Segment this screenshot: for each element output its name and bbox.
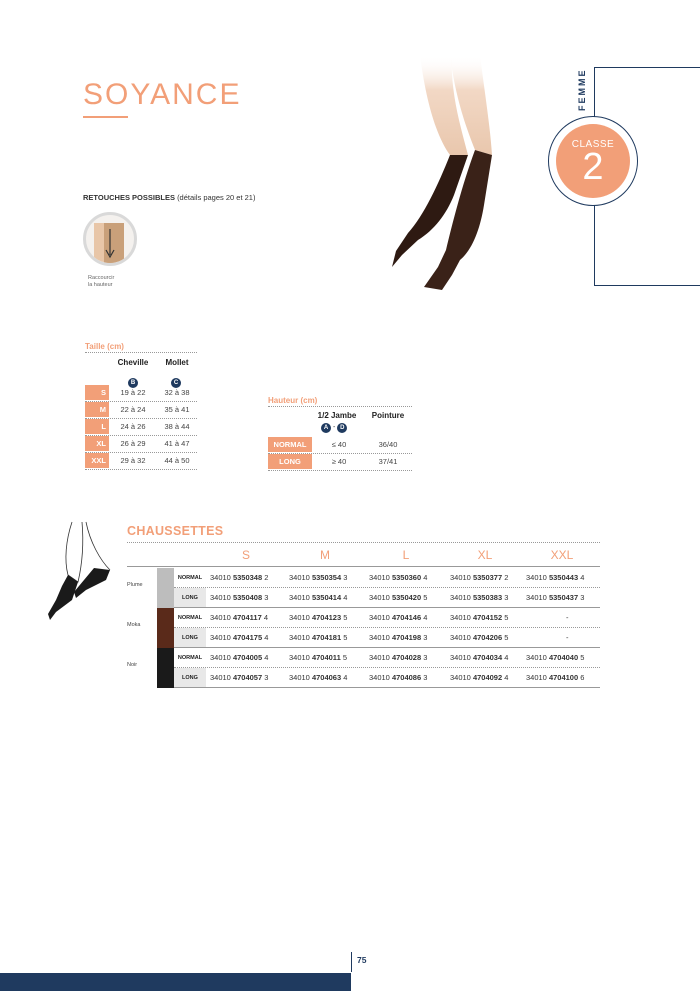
length-type: NORMAL xyxy=(177,575,203,581)
code-main: 5350414 xyxy=(311,593,342,602)
code-prefix: 34010 xyxy=(369,653,390,662)
code-main: 4704063 xyxy=(311,673,342,682)
chaussettes-title: CHAUSSETTES xyxy=(127,524,224,538)
product-code xyxy=(526,588,584,608)
chaussettes-divider xyxy=(127,542,600,543)
product-code xyxy=(526,668,584,688)
footer-bar xyxy=(0,973,351,991)
product-row xyxy=(174,568,600,588)
size-header-s: S xyxy=(241,548,250,562)
code-main: 4704092 xyxy=(472,673,503,682)
col-header-jambe: 1/2 Jambe xyxy=(317,411,357,420)
marker-a: A xyxy=(321,423,331,433)
mollet-value: 41 à 47 xyxy=(164,439,190,448)
pointure-value: 36/40 xyxy=(378,440,398,449)
product-code xyxy=(526,648,584,668)
code-main: 5350420 xyxy=(391,593,422,602)
code-prefix: 34010 xyxy=(450,653,471,662)
product-code xyxy=(369,648,427,668)
code-main: 4704034 xyxy=(472,653,503,662)
code-main: 5350377 xyxy=(472,573,503,582)
product-code xyxy=(289,648,347,668)
cheville-value: 26 à 29 xyxy=(120,439,146,448)
marker-d: D xyxy=(337,423,347,433)
code-main: 5350360 xyxy=(391,573,422,582)
length-type: NORMAL xyxy=(177,615,203,621)
product-code xyxy=(450,668,508,688)
code-prefix: 34010 xyxy=(289,653,310,662)
product-code xyxy=(289,588,347,608)
size-label: XL xyxy=(85,436,109,452)
product-code xyxy=(369,568,427,588)
sock-sketch-image xyxy=(44,520,114,620)
code-check-digit: 3 xyxy=(264,673,269,682)
col-header-mollet: Mollet xyxy=(165,358,189,367)
code-main: 5350437 xyxy=(548,593,579,602)
color-swatch xyxy=(157,568,174,608)
pointure-value: 37/41 xyxy=(378,457,398,466)
color-swatch xyxy=(157,648,174,688)
product-code xyxy=(566,608,569,628)
code-check-digit: 4 xyxy=(580,573,585,582)
product-leg-image xyxy=(380,55,550,295)
code-check-digit: 3 xyxy=(504,593,509,602)
code-check-digit: 5 xyxy=(342,653,348,662)
page-number-separator xyxy=(351,952,352,972)
size-row xyxy=(85,385,197,402)
product-row xyxy=(174,608,600,628)
code-check-digit: 5 xyxy=(423,593,428,602)
color-group-label: Plume xyxy=(127,582,143,588)
code-check-digit: 5 xyxy=(504,613,509,622)
code-check-digit: 3 xyxy=(423,653,428,662)
product-code xyxy=(210,608,268,628)
product-row xyxy=(174,628,600,648)
code-unavailable: - xyxy=(566,613,569,622)
classe-label: CLASSE xyxy=(571,139,615,150)
product-code xyxy=(450,568,508,588)
product-code xyxy=(289,628,347,648)
retouches-label xyxy=(83,193,255,202)
hauteur-row xyxy=(268,437,412,454)
product-code xyxy=(369,608,427,628)
product-code xyxy=(526,568,584,588)
size-header-m: M xyxy=(320,548,330,562)
code-check-digit: 5 xyxy=(343,613,348,622)
code-main: 4704100 xyxy=(548,673,579,682)
size-label: L xyxy=(85,419,109,435)
code-check-digit: 3 xyxy=(264,593,269,602)
retouche-caption xyxy=(88,275,138,289)
title-underline xyxy=(83,116,128,118)
cheville-value: 19 à 22 xyxy=(120,388,146,397)
code-check-digit: 4 xyxy=(504,653,509,662)
code-check-digit: 3 xyxy=(580,593,585,602)
code-prefix: 34010 xyxy=(369,673,390,682)
product-code xyxy=(450,608,508,628)
code-check-digit: 2 xyxy=(264,573,269,582)
mollet-value: 32 à 38 xyxy=(164,388,190,397)
caption-line-1: Raccourcir xyxy=(88,275,115,281)
code-prefix: 34010 xyxy=(210,613,231,622)
code-main: 5350443 xyxy=(548,573,579,582)
taille-title: Taille (cm) xyxy=(85,342,124,351)
code-main: 4704152 xyxy=(472,613,503,622)
size-row xyxy=(85,419,197,436)
code-main: 5350354 xyxy=(311,573,342,582)
size-header-xxl: XXL xyxy=(550,548,574,562)
size-label: M xyxy=(85,402,109,418)
hauteur-type: LONG xyxy=(268,454,312,470)
product-code xyxy=(369,628,427,648)
product-code xyxy=(450,648,508,668)
shorten-height-icon xyxy=(83,212,137,266)
code-check-digit: 4 xyxy=(343,593,348,602)
marker-range xyxy=(321,423,347,433)
code-check-digit: 4 xyxy=(423,613,428,622)
code-main: 4704005 xyxy=(232,653,263,662)
product-code xyxy=(289,608,347,628)
size-row xyxy=(85,402,197,419)
marker-c: C xyxy=(171,378,181,388)
code-prefix: 34010 xyxy=(526,673,547,682)
product-code xyxy=(566,628,569,648)
code-prefix: 34010 xyxy=(450,573,471,582)
product-code xyxy=(369,588,427,608)
code-main: 5350348 xyxy=(232,573,263,582)
code-prefix: 34010 xyxy=(450,593,471,602)
code-prefix: 34010 xyxy=(526,653,547,662)
code-check-digit: 3 xyxy=(423,633,428,642)
code-check-digit: 2 xyxy=(504,573,509,582)
code-prefix: 34010 xyxy=(526,593,547,602)
code-prefix: 34010 xyxy=(210,633,231,642)
size-label: XXL xyxy=(85,453,109,469)
product-code xyxy=(210,628,268,648)
cheville-value: 22 à 24 xyxy=(120,405,146,414)
code-prefix: 34010 xyxy=(210,593,231,602)
product-code xyxy=(210,568,268,588)
color-group-label: Noir xyxy=(127,662,138,668)
product-row xyxy=(174,668,600,688)
size-row xyxy=(85,436,197,453)
code-prefix: 34010 xyxy=(450,633,471,642)
code-main: 5350408 xyxy=(232,593,263,602)
code-main: 4704175 xyxy=(232,633,263,642)
code-main: 4704146 xyxy=(391,613,422,622)
col-header-cheville: Cheville xyxy=(117,358,149,367)
page-number: 75 xyxy=(357,955,367,965)
code-prefix: 34010 xyxy=(450,613,471,622)
caption-line-2: la hauteur xyxy=(88,282,113,288)
col-header-pointure: Pointure xyxy=(371,411,405,420)
color-swatch xyxy=(157,608,174,648)
code-prefix: 34010 xyxy=(210,573,231,582)
code-main: 4704040 xyxy=(548,653,579,662)
code-unavailable: - xyxy=(566,633,569,642)
classe-number: 2 xyxy=(582,146,604,188)
code-check-digit: 6 xyxy=(580,673,585,682)
size-header-l: L xyxy=(402,548,410,562)
hauteur-divider xyxy=(268,406,412,407)
length-type: LONG xyxy=(174,668,206,687)
code-main: 4704057 xyxy=(232,673,263,682)
code-check-digit: 5 xyxy=(343,633,348,642)
size-header-xl: XL xyxy=(477,548,493,562)
code-main: 4704198 xyxy=(391,633,422,642)
product-code xyxy=(450,588,508,608)
code-check-digit: 4 xyxy=(423,573,428,582)
code-prefix: 34010 xyxy=(526,573,547,582)
code-prefix: 34010 xyxy=(369,633,390,642)
code-main: 4704086 xyxy=(391,673,422,682)
product-code xyxy=(210,648,268,668)
code-check-digit: 5 xyxy=(580,653,585,662)
hauteur-type: NORMAL xyxy=(268,437,312,453)
marker-sep: - xyxy=(332,424,336,431)
taille-divider xyxy=(85,352,197,353)
product-code xyxy=(369,668,427,688)
cheville-value: 29 à 32 xyxy=(120,456,146,465)
retouches-bold: RETOUCHES POSSIBLES xyxy=(83,193,175,202)
code-main: 4704028 xyxy=(391,653,422,662)
mollet-value: 35 à 41 xyxy=(164,405,190,414)
code-check-digit: 4 xyxy=(504,673,509,682)
code-check-digit: 4 xyxy=(263,613,269,622)
code-check-digit: 4 xyxy=(264,633,269,642)
mollet-value: 44 à 50 xyxy=(164,456,190,465)
code-prefix: 34010 xyxy=(369,613,390,622)
code-check-digit: 3 xyxy=(343,573,348,582)
product-code xyxy=(450,628,508,648)
product-row xyxy=(174,648,600,668)
code-prefix: 34010 xyxy=(369,573,390,582)
hauteur-title: Hauteur (cm) xyxy=(268,396,318,405)
code-prefix: 34010 xyxy=(289,613,310,622)
code-main: 4704181 xyxy=(311,633,342,642)
color-group-label: Moka xyxy=(127,622,141,628)
mollet-value: 38 à 44 xyxy=(164,422,190,431)
gender-label: FEMME xyxy=(577,68,587,112)
product-code xyxy=(210,668,268,688)
code-main: 4704117 xyxy=(232,613,262,622)
code-prefix: 34010 xyxy=(289,673,310,682)
jambe-value: ≤ 40 xyxy=(331,440,347,449)
product-title: SOYANCE xyxy=(83,78,242,111)
product-code xyxy=(210,588,268,608)
length-type: LONG xyxy=(174,628,206,647)
code-prefix: 34010 xyxy=(289,633,310,642)
code-main: 4704011 xyxy=(311,653,341,662)
code-prefix: 34010 xyxy=(210,653,231,662)
retouches-detail: (détails pages 20 et 21) xyxy=(177,193,256,202)
product-row xyxy=(174,588,600,608)
length-type: NORMAL xyxy=(177,655,203,661)
code-main: 4704123 xyxy=(311,613,342,622)
code-prefix: 34010 xyxy=(450,673,471,682)
code-main: 4704206 xyxy=(472,633,503,642)
code-prefix: 34010 xyxy=(289,593,310,602)
code-prefix: 34010 xyxy=(369,593,390,602)
jambe-value: ≥ 40 xyxy=(331,457,347,466)
size-header-divider xyxy=(127,566,600,567)
hauteur-row xyxy=(268,454,412,471)
code-check-digit: 4 xyxy=(343,673,348,682)
length-type: LONG xyxy=(174,588,206,607)
cheville-value: 24 à 26 xyxy=(120,422,146,431)
code-prefix: 34010 xyxy=(210,673,231,682)
code-main: 5350383 xyxy=(472,593,503,602)
marker-b: B xyxy=(128,378,138,388)
code-check-digit: 5 xyxy=(504,633,509,642)
product-code xyxy=(289,668,347,688)
size-row xyxy=(85,453,197,470)
product-code xyxy=(289,568,347,588)
shorten-height-drawing xyxy=(86,215,134,263)
code-check-digit: 4 xyxy=(264,653,269,662)
code-check-digit: 3 xyxy=(423,673,428,682)
code-prefix: 34010 xyxy=(289,573,310,582)
size-label: S xyxy=(85,385,109,401)
